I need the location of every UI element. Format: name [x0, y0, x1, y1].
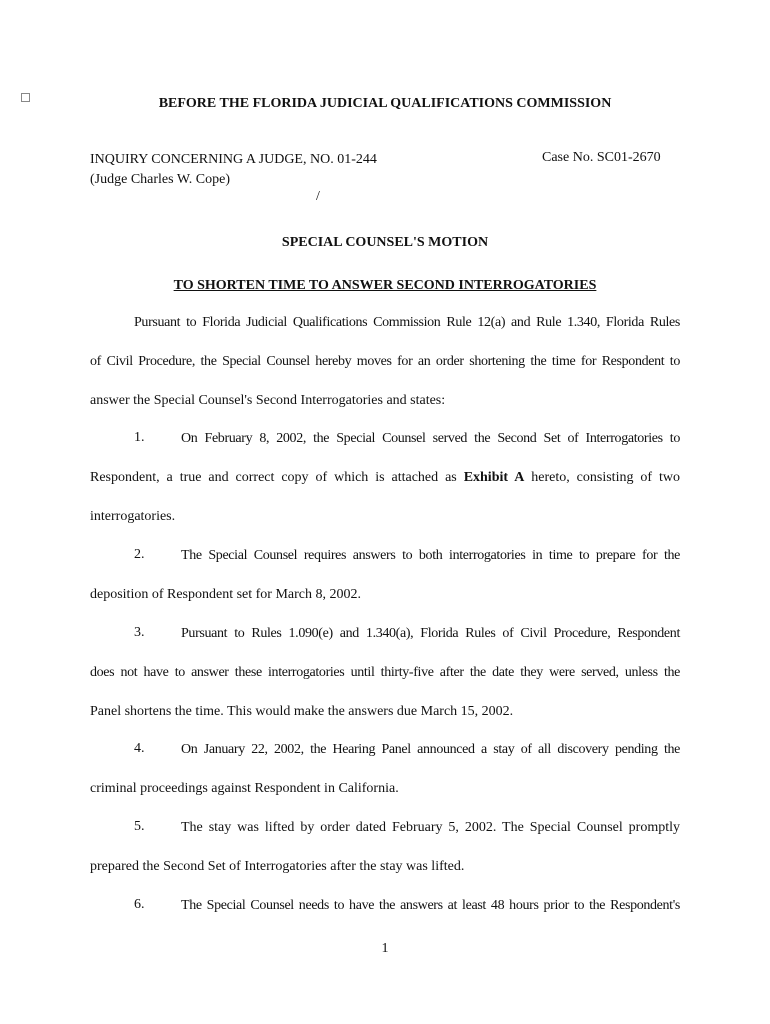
case-number: Case No. SC01-2670: [542, 150, 661, 165]
paragraph-1-text-c: hereto, consisting of two: [531, 470, 680, 485]
paragraph-6-line-1: The Special Counsel needs to have the answers at least 48 hours prior to the Respondent's: [181, 898, 680, 913]
judge-line: (Judge Charles W. Cope): [90, 172, 230, 187]
paragraph-1-number: 1.: [134, 430, 145, 445]
paragraph-3-line-1: Pursuant to Rules 1.090(e) and 1.340(a), Florida Rules of Civil Procedure, Respondent: [181, 626, 680, 641]
exhibit-a-reference: Exhibit A: [463, 470, 525, 485]
paragraph-3-line-3: Panel shortens the time. This would make the answers due March 15, 2002.: [90, 704, 514, 719]
paragraph-5-number: 5.: [134, 819, 145, 834]
paragraph-1-line-2: [90, 469, 680, 487]
page-number: 1: [381, 941, 389, 956]
commission-heading: BEFORE THE FLORIDA JUDICIAL QUALIFICATIONS COMMISSION: [158, 96, 612, 111]
paragraph-4-line-1: On January 22, 2002, the Hearing Panel announced a stay of all discovery pending the: [181, 742, 680, 757]
motion-title: SPECIAL COUNSEL'S MOTION: [281, 235, 489, 250]
inquiry-line: INQUIRY CONCERNING A JUDGE, NO. 01-244: [90, 152, 377, 167]
paragraph-5-line-1: The stay was lifted by order dated February 5, 2002. The Special Counsel promptly: [181, 820, 680, 835]
paragraph-4-line-2: criminal proceedings against Respondent in California.: [90, 781, 399, 796]
paragraph-2-number: 2.: [134, 547, 145, 562]
intro-line-2: of Civil Procedure, the Special Counsel hereby moves for an order shortening the time for Respondent to: [90, 354, 680, 369]
paragraph-1-line-1: On February 8, 2002, the Special Counsel served the Second Set of Interrogatories to: [181, 431, 680, 446]
motion-subtitle: TO SHORTEN TIME TO ANSWER SECOND INTERROGATORIES: [173, 278, 597, 293]
paragraph-6-number: 6.: [134, 897, 145, 912]
paragraph-1-text-a: Respondent, a true and correct copy of which is attached as: [90, 470, 457, 485]
paragraph-3-number: 3.: [134, 625, 145, 640]
paragraph-4-number: 4.: [134, 741, 145, 756]
paragraph-3-line-2: does not have to answer these interrogatories until thirty-five after the date they were served, unless the: [90, 665, 680, 680]
paragraph-2-line-2: deposition of Respondent set for March 8, 2002.: [90, 587, 362, 602]
intro-line-1: Pursuant to Florida Judicial Qualifications Commission Rule 12(a) and Rule 1.340, Florida Rules: [134, 315, 680, 330]
paragraph-5-line-2: prepared the Second Set of Interrogatories after the stay was lifted.: [90, 859, 465, 874]
case-caption: [90, 150, 377, 190]
caption-slash: /: [316, 189, 320, 204]
intro-line-3: answer the Special Counsel's Second Interrogatories and states:: [90, 393, 446, 408]
paragraph-2-line-1: The Special Counsel requires answers to both interrogatories in time to prepare for the: [181, 548, 680, 563]
paragraph-1-line-3: interrogatories.: [90, 509, 176, 524]
